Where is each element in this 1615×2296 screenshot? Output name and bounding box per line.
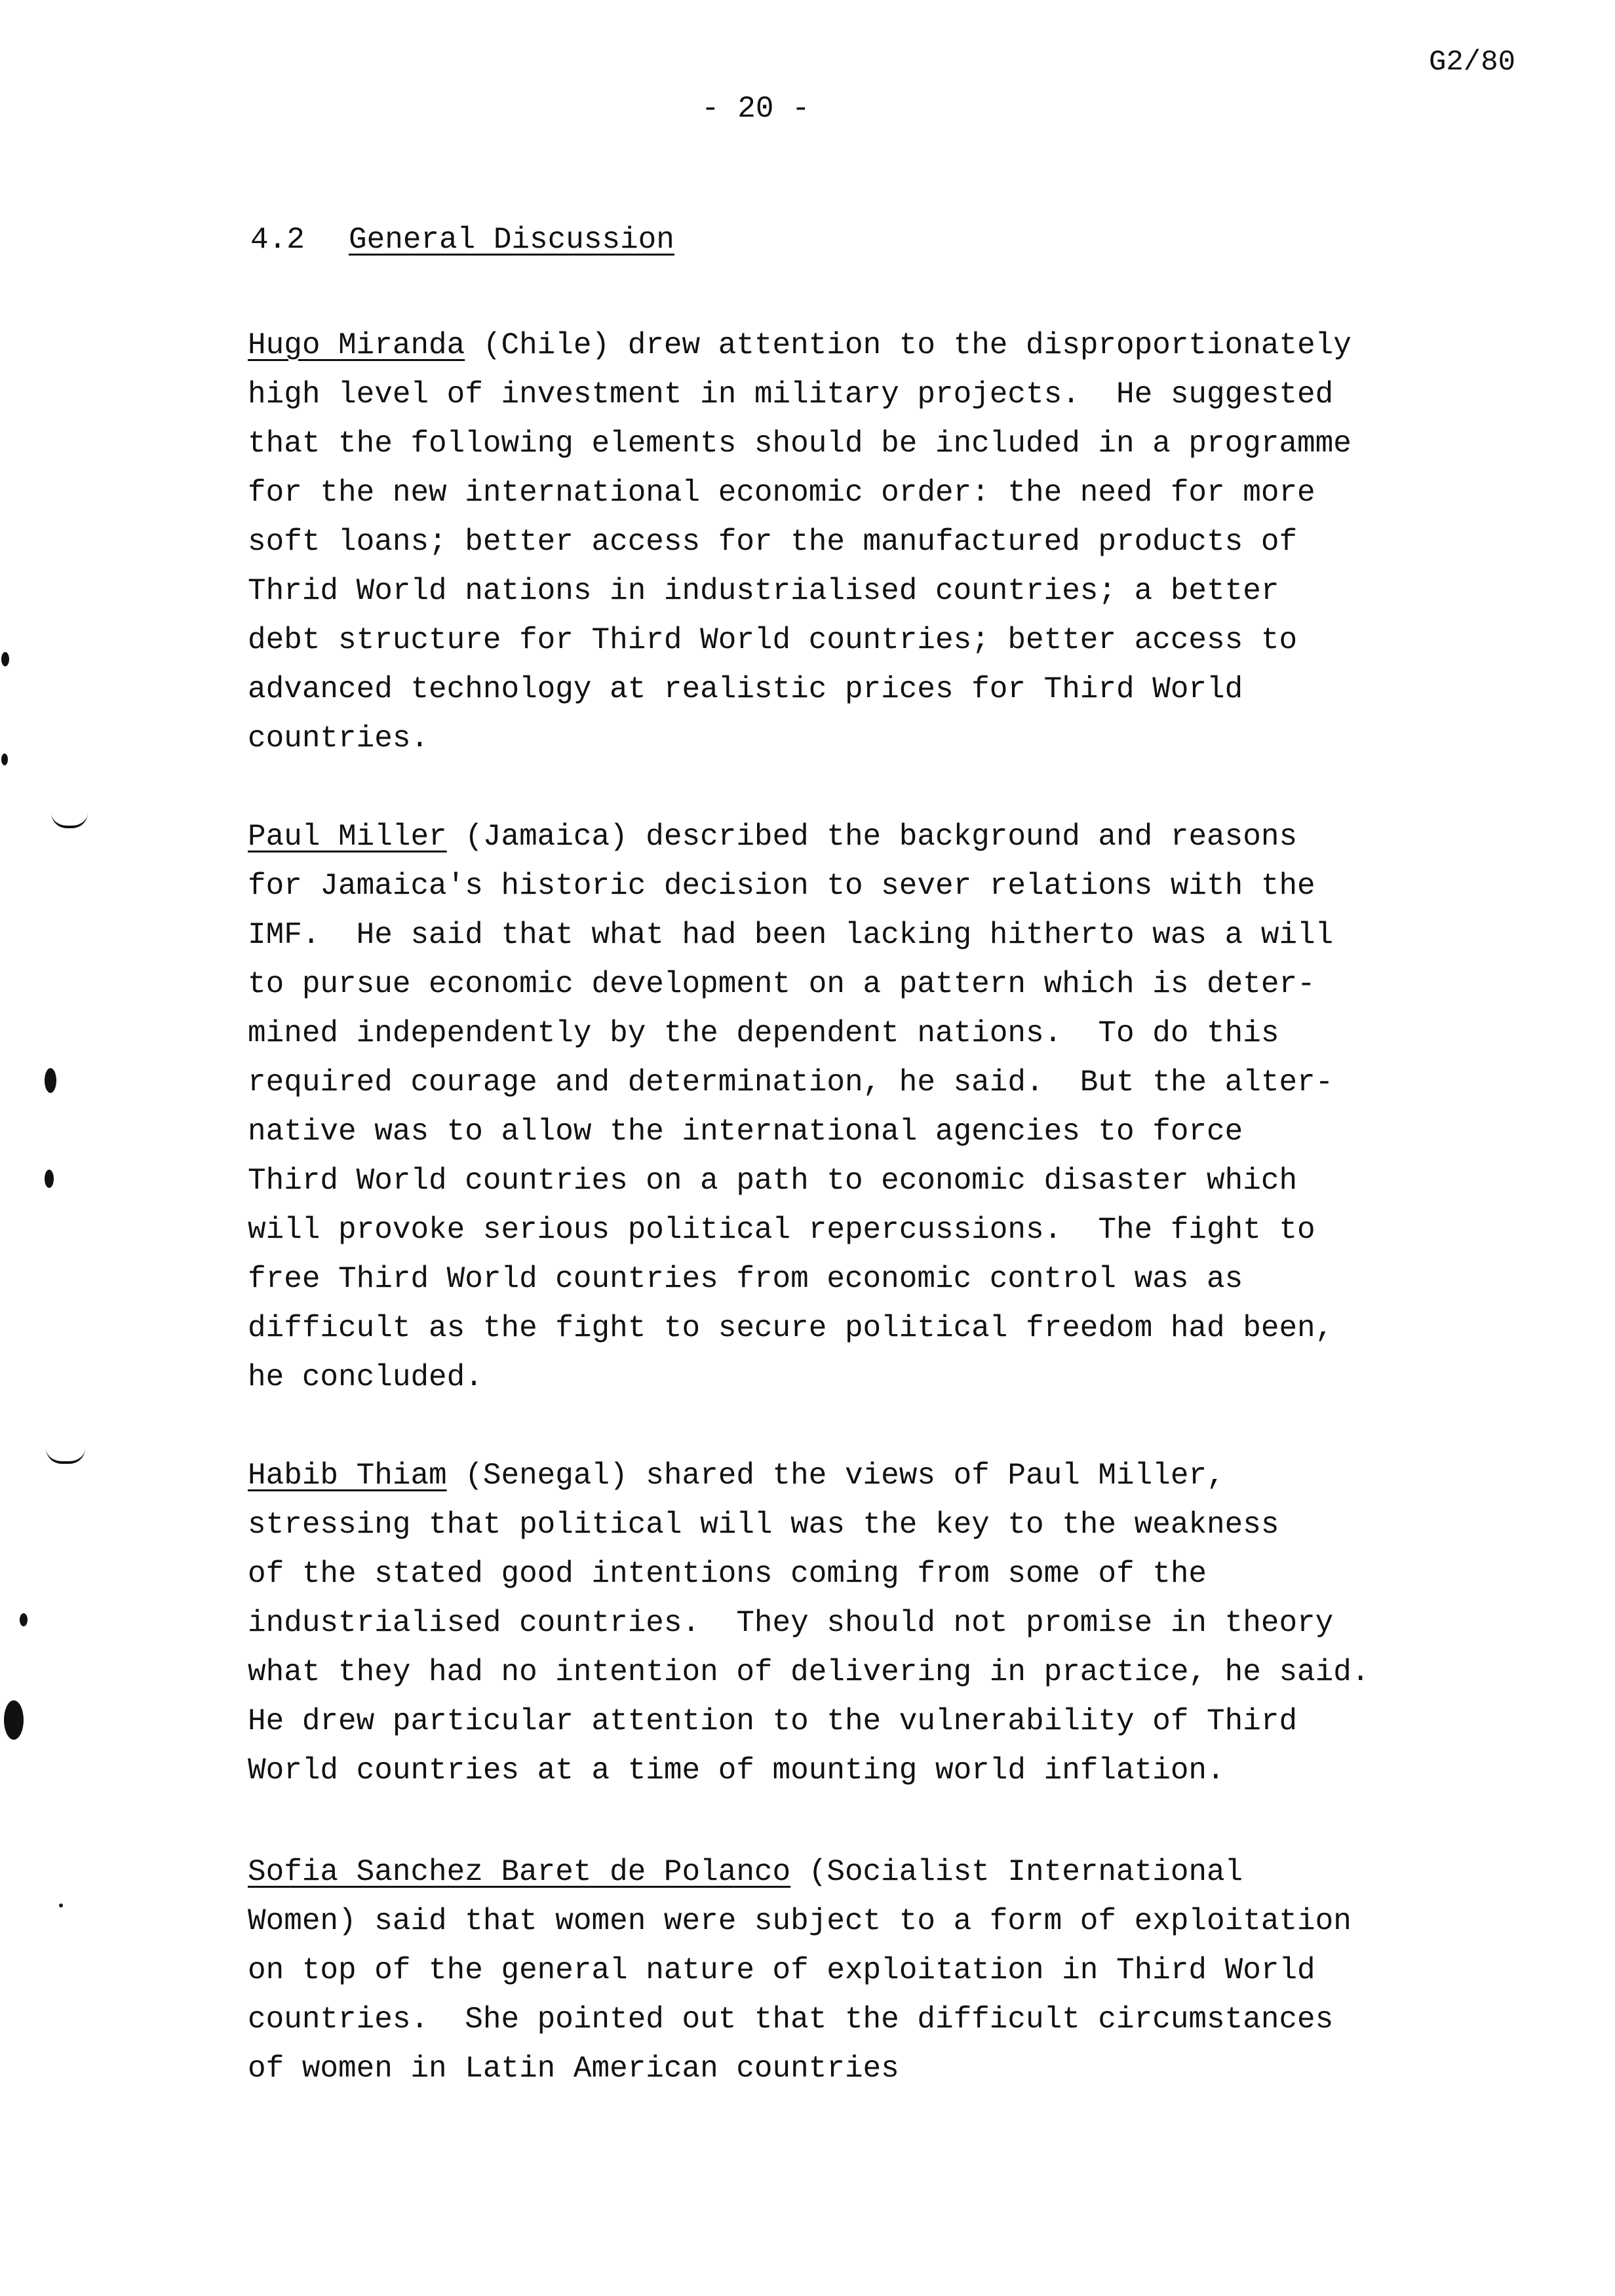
paragraph-line	[248, 1451, 1519, 1501]
paragraph-line: difficult as the fight to secure political freedom had been,	[248, 1311, 1334, 1345]
paragraph-line: what they had no intention of delivering in practice, he said.	[248, 1655, 1370, 1689]
paragraph-habib-thiam	[248, 1451, 1519, 1795]
paragraph-line: Women) said that women were subject to a form of exploitation	[248, 1904, 1352, 1938]
paragraph-line: industrialised countries. They should not promise in theory	[248, 1606, 1334, 1640]
paragraph-line: Third World countries on a path to economic disaster which	[248, 1164, 1298, 1198]
paragraph-line: for Jamaica's historic decision to sever relations with the	[248, 869, 1315, 903]
paragraph-line: native was to allow the international agencies to force	[248, 1115, 1243, 1149]
speaker-name: Sofia Sanchez Baret de Polanco	[248, 1855, 791, 1889]
paragraph-line: stressing that political will was the key to the weakness	[248, 1508, 1279, 1542]
paragraph-line: World countries at a time of mounting world inflation.	[248, 1753, 1225, 1788]
scan-artifact-mark	[20, 1613, 28, 1626]
paragraph-line: that the following elements should be included in a programme	[248, 427, 1352, 461]
document-reference: G2/80	[1429, 46, 1516, 79]
line-text: (Socialist International	[790, 1855, 1243, 1889]
speaker-name: Habib Thiam	[248, 1459, 447, 1493]
paragraph-line	[248, 813, 1519, 862]
scan-artifact-mark	[45, 1170, 54, 1188]
paragraph-line	[248, 1848, 1519, 1897]
paragraph-line: debt structure for Third World countries; better access to	[248, 623, 1298, 657]
section-heading	[250, 223, 674, 257]
scan-artifact-mark	[59, 1904, 63, 1907]
paragraph-line: free Third World countries from economic control was as	[248, 1262, 1243, 1296]
line-text: (Senegal) shared the views of Paul Miller,	[446, 1459, 1225, 1493]
paragraph-line	[248, 321, 1519, 370]
paragraph-line: for the new international economic order: the need for more	[248, 476, 1315, 510]
punch-hole-mark	[1, 652, 9, 666]
paragraph-line: will provoke serious political repercussions. The fight to	[248, 1213, 1315, 1247]
paragraph-line: required courage and determination, he said. But the alter-	[248, 1065, 1334, 1100]
paragraph-line: on top of the general nature of exploitation in Third World	[248, 1953, 1315, 1987]
paragraph-line: he concluded.	[248, 1360, 483, 1394]
line-text: (Chile) drew attention to the disproportionately	[465, 328, 1352, 362]
line-text: (Jamaica) described the background and reasons	[446, 820, 1298, 854]
scan-artifact-mark	[45, 1068, 56, 1093]
scan-artifact-mark	[51, 813, 88, 828]
paragraph-line: advanced technology at realistic prices for Third World	[248, 672, 1243, 706]
paragraph-line: high level of investment in military projects. He suggested	[248, 377, 1334, 411]
punch-hole-mark	[1, 754, 8, 765]
paragraph-line: of the stated good intentions coming from some of the	[248, 1557, 1207, 1591]
paragraph-line: IMF. He said that what had been lacking hitherto was a will	[248, 918, 1334, 952]
scan-artifact-mark	[46, 1448, 85, 1464]
paragraph-line: Thrid World nations in industrialised countries; a better	[248, 574, 1279, 608]
paragraph-line: to pursue economic development on a pattern which is deter-	[248, 967, 1315, 1001]
page-number: - 20 -	[701, 92, 810, 126]
paragraph-hugo-miranda	[248, 321, 1519, 763]
punch-hole-mark	[4, 1700, 24, 1740]
paragraph-line: soft loans; better access for the manufactured products of	[248, 525, 1298, 559]
paragraph-line: He drew particular attention to the vulnerability of Third	[248, 1704, 1298, 1738]
speaker-name: Paul Miller	[248, 820, 447, 854]
paragraph-paul-miller	[248, 813, 1519, 1402]
paragraph-line: countries. She pointed out that the difficult circumstances	[248, 2002, 1334, 2037]
section-title: General Discussion	[349, 223, 674, 257]
paragraph-line: of women in Latin American countries	[248, 2052, 899, 2086]
paragraph-line: mined independently by the dependent nations. To do this	[248, 1016, 1279, 1050]
speaker-name: Hugo Miranda	[248, 328, 465, 362]
paragraph-line: countries.	[248, 721, 429, 756]
paragraph-sofia-sanchez	[248, 1848, 1519, 2094]
section-number: 4.2	[250, 223, 305, 257]
